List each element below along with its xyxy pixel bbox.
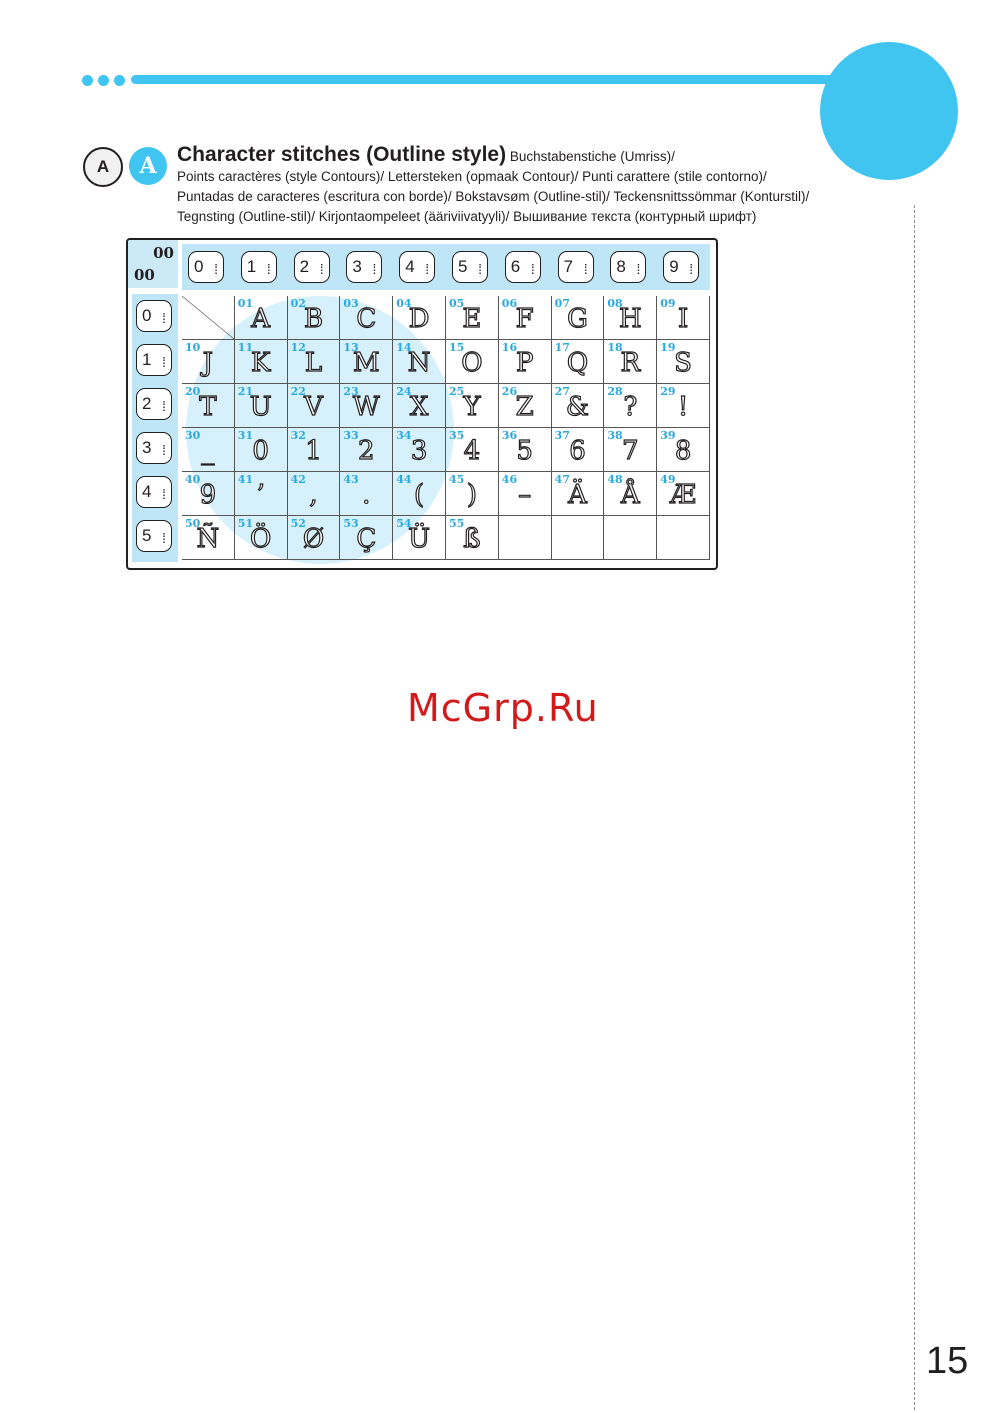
stitch-character: ) [466,480,477,510]
row-key-label: 2 [142,394,152,413]
stitch-cell [499,428,552,472]
stitch-number: 53 [343,517,359,530]
stitch-cell [604,384,657,428]
stitch-cell [552,428,605,472]
stitch-number: 47 [554,473,570,486]
stitch-cell [552,516,605,560]
stitch-cell [288,384,341,428]
stitch-number: 08 [607,297,623,310]
stitch-number: 36 [501,429,518,442]
row-key-5 [136,520,172,552]
column-key-label: 3 [352,257,362,276]
stitch-character: ’ [256,480,265,510]
stitch-pattern-icon: ⁞ [636,261,641,277]
site-watermark: McGrp.Ru [407,686,599,730]
stitch-number: 10 [185,341,201,354]
stitch-number: 18 [607,341,623,354]
stitch-cell [552,384,605,428]
stitch-character: K [250,348,271,378]
stitch-character: T [199,392,217,422]
stitch-character: W [352,392,380,422]
stitch-cell [288,296,341,340]
stitch-cell [235,516,288,560]
column-key-label: 1 [246,257,257,276]
column-key-8 [610,251,646,283]
stitch-cell [235,428,288,472]
stitch-character: M [352,348,380,378]
stitch-number: 37 [554,429,570,442]
stitch-pattern-icon: ⁞ [162,530,166,546]
stitch-cell [552,340,605,384]
title-line-3: Puntadas de caracteres (escritura con borde)/ Bokstavsøm (Outline-stil)/ Teckensnittssömmar (Konturstil)/ [177,189,810,204]
column-key-label: 5 [458,257,468,276]
stitch-character: J [202,348,214,378]
stitch-cell [657,384,710,428]
stitch-pattern-icon: ⁞ [319,261,324,277]
stitch-character: 6 [569,436,586,466]
row-key-label: 4 [142,482,152,501]
stitch-cell [235,340,288,384]
stitch-number: 29 [660,385,676,398]
stitch-cell [182,340,235,384]
stitch-cell [552,296,605,340]
cut-line [914,205,915,1410]
stitch-pattern-icon: ⁞ [162,354,166,370]
stitch-cell [446,296,499,340]
stitch-character: 5 [516,436,533,466]
stitch-cell [604,428,657,472]
column-key-label: 0 [194,257,204,276]
stitch-number: 31 [237,429,254,442]
column-key-4 [399,251,435,283]
stitch-number: 33 [343,429,359,442]
stitch-cell [604,340,657,384]
stitch-cell [340,340,393,384]
stitch-number: 51 [237,517,254,530]
stitch-number: 09 [660,297,676,310]
stitch-cell [499,296,552,340]
stitch-cell [182,428,235,472]
stitch-character: B [303,304,324,334]
stitch-number: 48 [607,473,623,486]
stitch-character: Ç [356,524,377,554]
row-key-label: 1 [142,350,152,369]
stitch-number: 14 [396,341,412,354]
stitch-cell [235,296,288,340]
stitch-number: 39 [660,429,676,442]
stitch-number: 27 [554,385,570,398]
stitch-number: 46 [501,473,518,486]
stitch-character: C [356,304,377,334]
stitch-character: & [565,392,590,422]
stitch-number: 26 [501,385,518,398]
stitch-character: P [515,348,534,378]
stitch-character: ! [677,392,689,422]
stitch-cell [446,428,499,472]
stitch-cell [235,472,288,516]
stitch-number: 02 [290,297,306,310]
stitch-pattern-icon: ⁞ [583,261,588,277]
stitch-character: Ø [302,524,325,554]
stitch-cell [288,428,341,472]
page-number: 15 [926,1340,969,1382]
stitch-character: G [567,304,588,334]
stitch-cell [657,296,710,340]
row-key-bar [132,294,178,562]
title-line-4: Tegnsting (Outline-stil)/ Kirjontaompeleet (ääriviivatyyli)/ Вышивание текста (контурный шрифт) [177,209,757,224]
column-key-7 [558,251,594,283]
corner-bottom-label: 00 [134,266,155,284]
stitch-character: ? [623,392,638,422]
stitch-cell [657,516,710,560]
stitch-cell [552,472,605,516]
stitch-character: V [304,392,323,422]
stitch-character: 9 [199,480,217,510]
stitch-number: 49 [660,473,676,486]
stitch-number: 52 [290,517,306,530]
row-key-label: 3 [142,438,152,457]
stitch-cell [499,472,552,516]
stitch-number: 55 [449,517,465,530]
stitch-number: 24 [396,385,412,398]
stitch-character: . [362,480,371,510]
stitch-number: 01 [237,297,254,310]
stitch-cell [288,340,341,384]
stitch-number: 03 [343,297,359,310]
row-key-2 [136,388,172,420]
stitch-number: 38 [607,429,623,442]
stitch-character: I [677,304,689,334]
column-key-label: 7 [563,257,574,276]
row-key-4 [136,476,172,508]
stitch-cell [288,516,341,560]
stitch-character: A [251,304,271,334]
stitch-character: F [515,304,534,334]
stitch-number: 30 [185,429,201,442]
stitch-cell [446,472,499,516]
section-title-block [177,145,877,227]
column-key-label: 9 [669,257,679,276]
stitch-cell [235,384,288,428]
stitch-cell [393,516,446,560]
stitch-character: S [674,348,692,378]
stitch-character: O [461,348,483,378]
stitch-cell [604,296,657,340]
stitch-number: 44 [396,473,412,486]
row-key-3 [136,432,172,464]
row-key-label: 0 [142,306,152,325]
stitch-character: 1 [305,436,322,466]
stitch-character: – [518,480,532,510]
stitch-cell [393,472,446,516]
stitch-cell [446,384,499,428]
stitch-number: 22 [290,385,306,398]
stitch-number: 23 [343,385,359,398]
stitch-character: U [249,392,272,422]
stitch-character: 4 [463,436,481,466]
stitch-cell [393,428,446,472]
title-line-2: Points caractères (style Contours)/ Lettersteken (opmaak Contour)/ Punti carattere (stile contorno)/ [177,169,767,184]
stitch-number: 16 [501,341,518,354]
row-key-label: 5 [142,526,152,545]
column-key-5 [452,251,488,283]
stitch-character: ( [414,480,425,510]
stitch-character: X [409,392,429,422]
stitch-cell [393,384,446,428]
stitch-pattern-icon: ⁞ [372,261,377,277]
stitch-grid [182,296,710,562]
stitch-character: 2 [358,436,375,466]
stitch-cell [604,472,657,516]
stitch-cell [657,340,710,384]
column-key-9 [663,251,699,283]
stitch-table [126,238,718,570]
column-key-label: 8 [616,257,626,276]
stitch-number: 12 [290,341,306,354]
column-key-label: 2 [299,257,310,276]
stitch-character: ß [463,524,481,554]
header-bar [131,75,851,84]
stitch-number: 41 [237,473,254,486]
stitch-cell [340,296,393,340]
stitch-number: 19 [660,341,676,354]
stitch-pattern-icon: ⁞ [162,398,166,414]
column-key-2 [294,251,330,283]
stitch-character: Ö [250,524,272,554]
column-key-1 [241,251,277,283]
stitch-pattern-icon: ⁞ [689,261,694,277]
stitch-character: R [620,348,641,378]
stitch-number: 54 [396,517,412,530]
stitch-cell [657,472,710,516]
stitch-pattern-icon: ⁞ [214,261,218,277]
column-key-0 [188,251,224,283]
stitch-cell [288,472,341,516]
stitch-number: 40 [185,473,201,486]
section-title: Character stitches (Outline style) [177,143,507,166]
title-line-1 [177,145,877,167]
stitch-character: , [309,480,318,510]
stitch-character: Ñ [196,524,220,554]
corner-top-label: 00 [153,244,174,262]
stitch-character: D [408,304,430,334]
stitch-number: 13 [343,341,359,354]
stitch-cell [340,428,393,472]
stitch-number: 45 [449,473,465,486]
stitch-cell [446,340,499,384]
stitch-character: Ä [568,480,587,510]
header-dot-3 [114,75,125,86]
row-key-1 [136,344,172,376]
title-translation-de: Buchstabenstiche (Umriss)/ [509,149,675,164]
stitch-pattern-icon: ⁞ [162,310,166,326]
section-badge: A [83,147,123,187]
stitch-pattern-icon: ⁞ [162,486,166,502]
stitch-number: 32 [290,429,306,442]
stitch-number: 28 [607,385,623,398]
stitch-cell [182,516,235,560]
stitch-character: Y [463,392,481,422]
stitch-cell [182,296,235,340]
stitch-character: Æ [670,480,697,510]
stitch-character: 8 [674,436,692,466]
stitch-cell [499,340,552,384]
stitch-number: 35 [449,429,465,442]
stitch-character: 7 [622,436,639,466]
column-key-label: 6 [510,257,521,276]
stitch-cell [604,516,657,560]
stitch-pattern-icon: ⁞ [162,442,166,458]
column-key-3 [346,251,382,283]
stitch-character: 3 [410,436,428,466]
stitch-character: N [407,348,431,378]
stitch-number: 07 [554,297,570,310]
stitch-number: 50 [185,517,201,530]
stitch-cell [340,472,393,516]
stitch-character: Å [620,480,640,510]
stitch-cell [182,384,235,428]
stitch-number: 17 [554,341,570,354]
stitch-cell [657,428,710,472]
stitch-number: 04 [396,297,412,310]
stitch-number: 21 [237,385,254,398]
stitch-cell [446,516,499,560]
header-dot-2 [98,75,109,86]
stitch-character: Q [566,348,589,378]
stitch-cell [340,516,393,560]
stitch-pattern-icon: ⁞ [425,261,430,277]
row-key-0 [136,300,172,332]
stitch-number: 42 [290,473,306,486]
column-key-6 [505,251,541,283]
stitch-number: 25 [449,385,465,398]
stitch-cell [182,472,235,516]
stitch-cell [393,296,446,340]
stitch-pattern-icon: ⁞ [530,261,535,277]
stitch-number: 15 [449,341,465,354]
header-dot-1 [82,75,93,86]
stitch-character: H [618,304,642,334]
stitch-number: 11 [237,341,254,354]
stitch-pattern-icon: ⁞ [266,261,271,277]
stitch-character: _ [201,436,215,466]
stitch-character: Ü [408,524,431,554]
stitch-character: Z [515,392,534,422]
outline-letter-icon: A [129,147,167,185]
stitch-cell [393,340,446,384]
table-corner [128,240,178,289]
stitch-number: 20 [185,385,201,398]
stitch-cell [340,384,393,428]
stitch-number: 34 [396,429,412,442]
stitch-pattern-icon: ⁞ [478,261,482,277]
stitch-number: 06 [501,297,518,310]
stitch-cell [499,516,552,560]
stitch-character: E [462,304,482,334]
stitch-character: 0 [252,436,269,466]
column-key-bar [182,244,710,290]
column-key-label: 4 [405,257,415,276]
stitch-number: 43 [343,473,359,486]
stitch-number: 05 [449,297,465,310]
stitch-character: L [304,348,323,378]
stitch-cell [499,384,552,428]
